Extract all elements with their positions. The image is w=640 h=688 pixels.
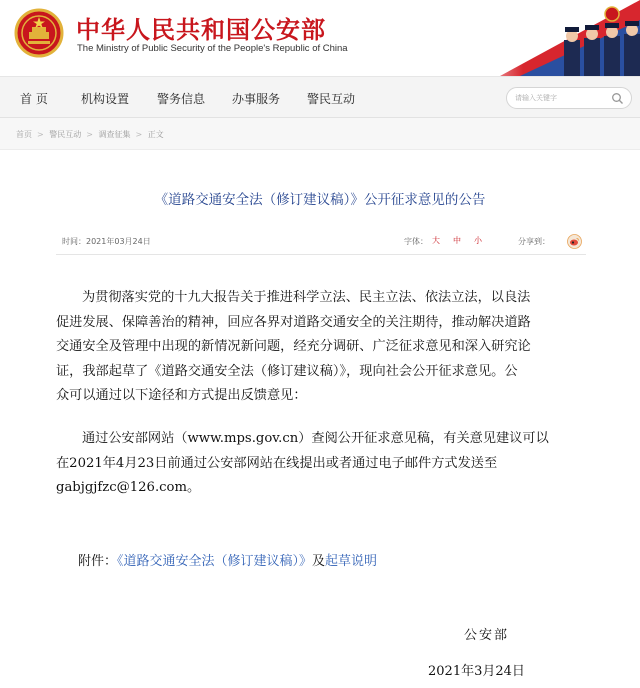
search-input[interactable] [515,91,611,105]
paragraph-line: gabjgjfzc@126.com。 [56,480,201,495]
signature-organization: 公安部 [464,628,510,643]
article-meta [56,229,586,255]
breadcrumb-separator: > [37,130,44,139]
nav-item-organization[interactable]: 机构设置 [81,92,130,106]
paragraph-line: 在2021年4月23日前通过公安部网站在线提出或者通过电子邮件方式发送至 [56,455,498,471]
breadcrumb-separator: > [135,130,143,139]
signature-date: 2021年3月24日 [428,664,525,679]
search-icon[interactable] [611,92,624,105]
site-subtitle: The Ministry of Public Security of the People's Republic of China [77,43,348,54]
paragraph-line: 通过公安部网站（www.mps.gov.cn）查阅公开征求意见稿，有关意见建议可以 [82,431,549,446]
font-size-small-button[interactable]: 小 [474,236,482,245]
font-size-large-button[interactable]: 大 [432,236,440,245]
site-header [0,0,640,76]
police-banner-image [460,0,640,76]
paragraph-line: 为贯彻落实党的十九大报告关于推进科学立法、民主立法、依法立法，以良法 [82,290,531,305]
attachment-draft-link[interactable]: 《道路交通安全法（修订建议稿）》 [117,554,313,569]
font-size-medium-button[interactable]: 中 [453,236,461,245]
nav-item-police-info[interactable]: 警务信息 [157,92,206,106]
nav-item-home[interactable]: 首 页 [20,92,48,106]
breadcrumb-survey[interactable]: 调查征集 [98,130,131,139]
attachment-explanation-link[interactable]: 起草说明 [325,554,378,569]
main-nav [0,76,640,118]
breadcrumb-interaction[interactable]: 警民互动 [49,130,82,139]
breadcrumb [0,118,640,150]
share-icon[interactable] [567,234,582,249]
font-size-label: 字体： [404,237,428,246]
breadcrumb-home[interactable]: 首页 [16,130,32,139]
publish-time: 时间：2021年03月24日 [62,237,151,246]
share-label: 分享到： [518,237,550,246]
attachment-label: 附件： [78,554,118,569]
search-box [506,87,632,109]
paragraph-line: 证，我部起草了《道路交通安全法（修订建议稿）》，现向社会公开征求意见。公 [56,363,518,379]
article-paragraph-2 [56,427,596,501]
article-title: 《道路交通安全法（修订建议稿）》公开征求意见的公告 [154,192,486,208]
article-paragraph-1 [56,286,596,409]
breadcrumb-current: 正文 [147,130,164,139]
attachment-line [78,550,377,569]
national-emblem-icon[interactable] [14,8,64,58]
breadcrumb-separator: > [86,130,93,139]
paragraph-line: 交通安全及管理中出现的新情况新问题，经充分调研、广泛征求意见和深入研究论 [56,339,531,354]
paragraph-line: 促进发展、保障善治的精神，回应各界对道路交通安全的关注期待，推动解决道路 [56,314,531,330]
site-title[interactable]: 中华人民共和国公安部 [76,16,326,44]
nav-item-services[interactable]: 办事服务 [232,92,281,106]
nav-item-interaction[interactable]: 警民互动 [307,92,356,106]
attachment-and: 及 [312,554,326,569]
paragraph-line: 众可以通过以下途径和方式提出反馈意见： [56,388,307,403]
